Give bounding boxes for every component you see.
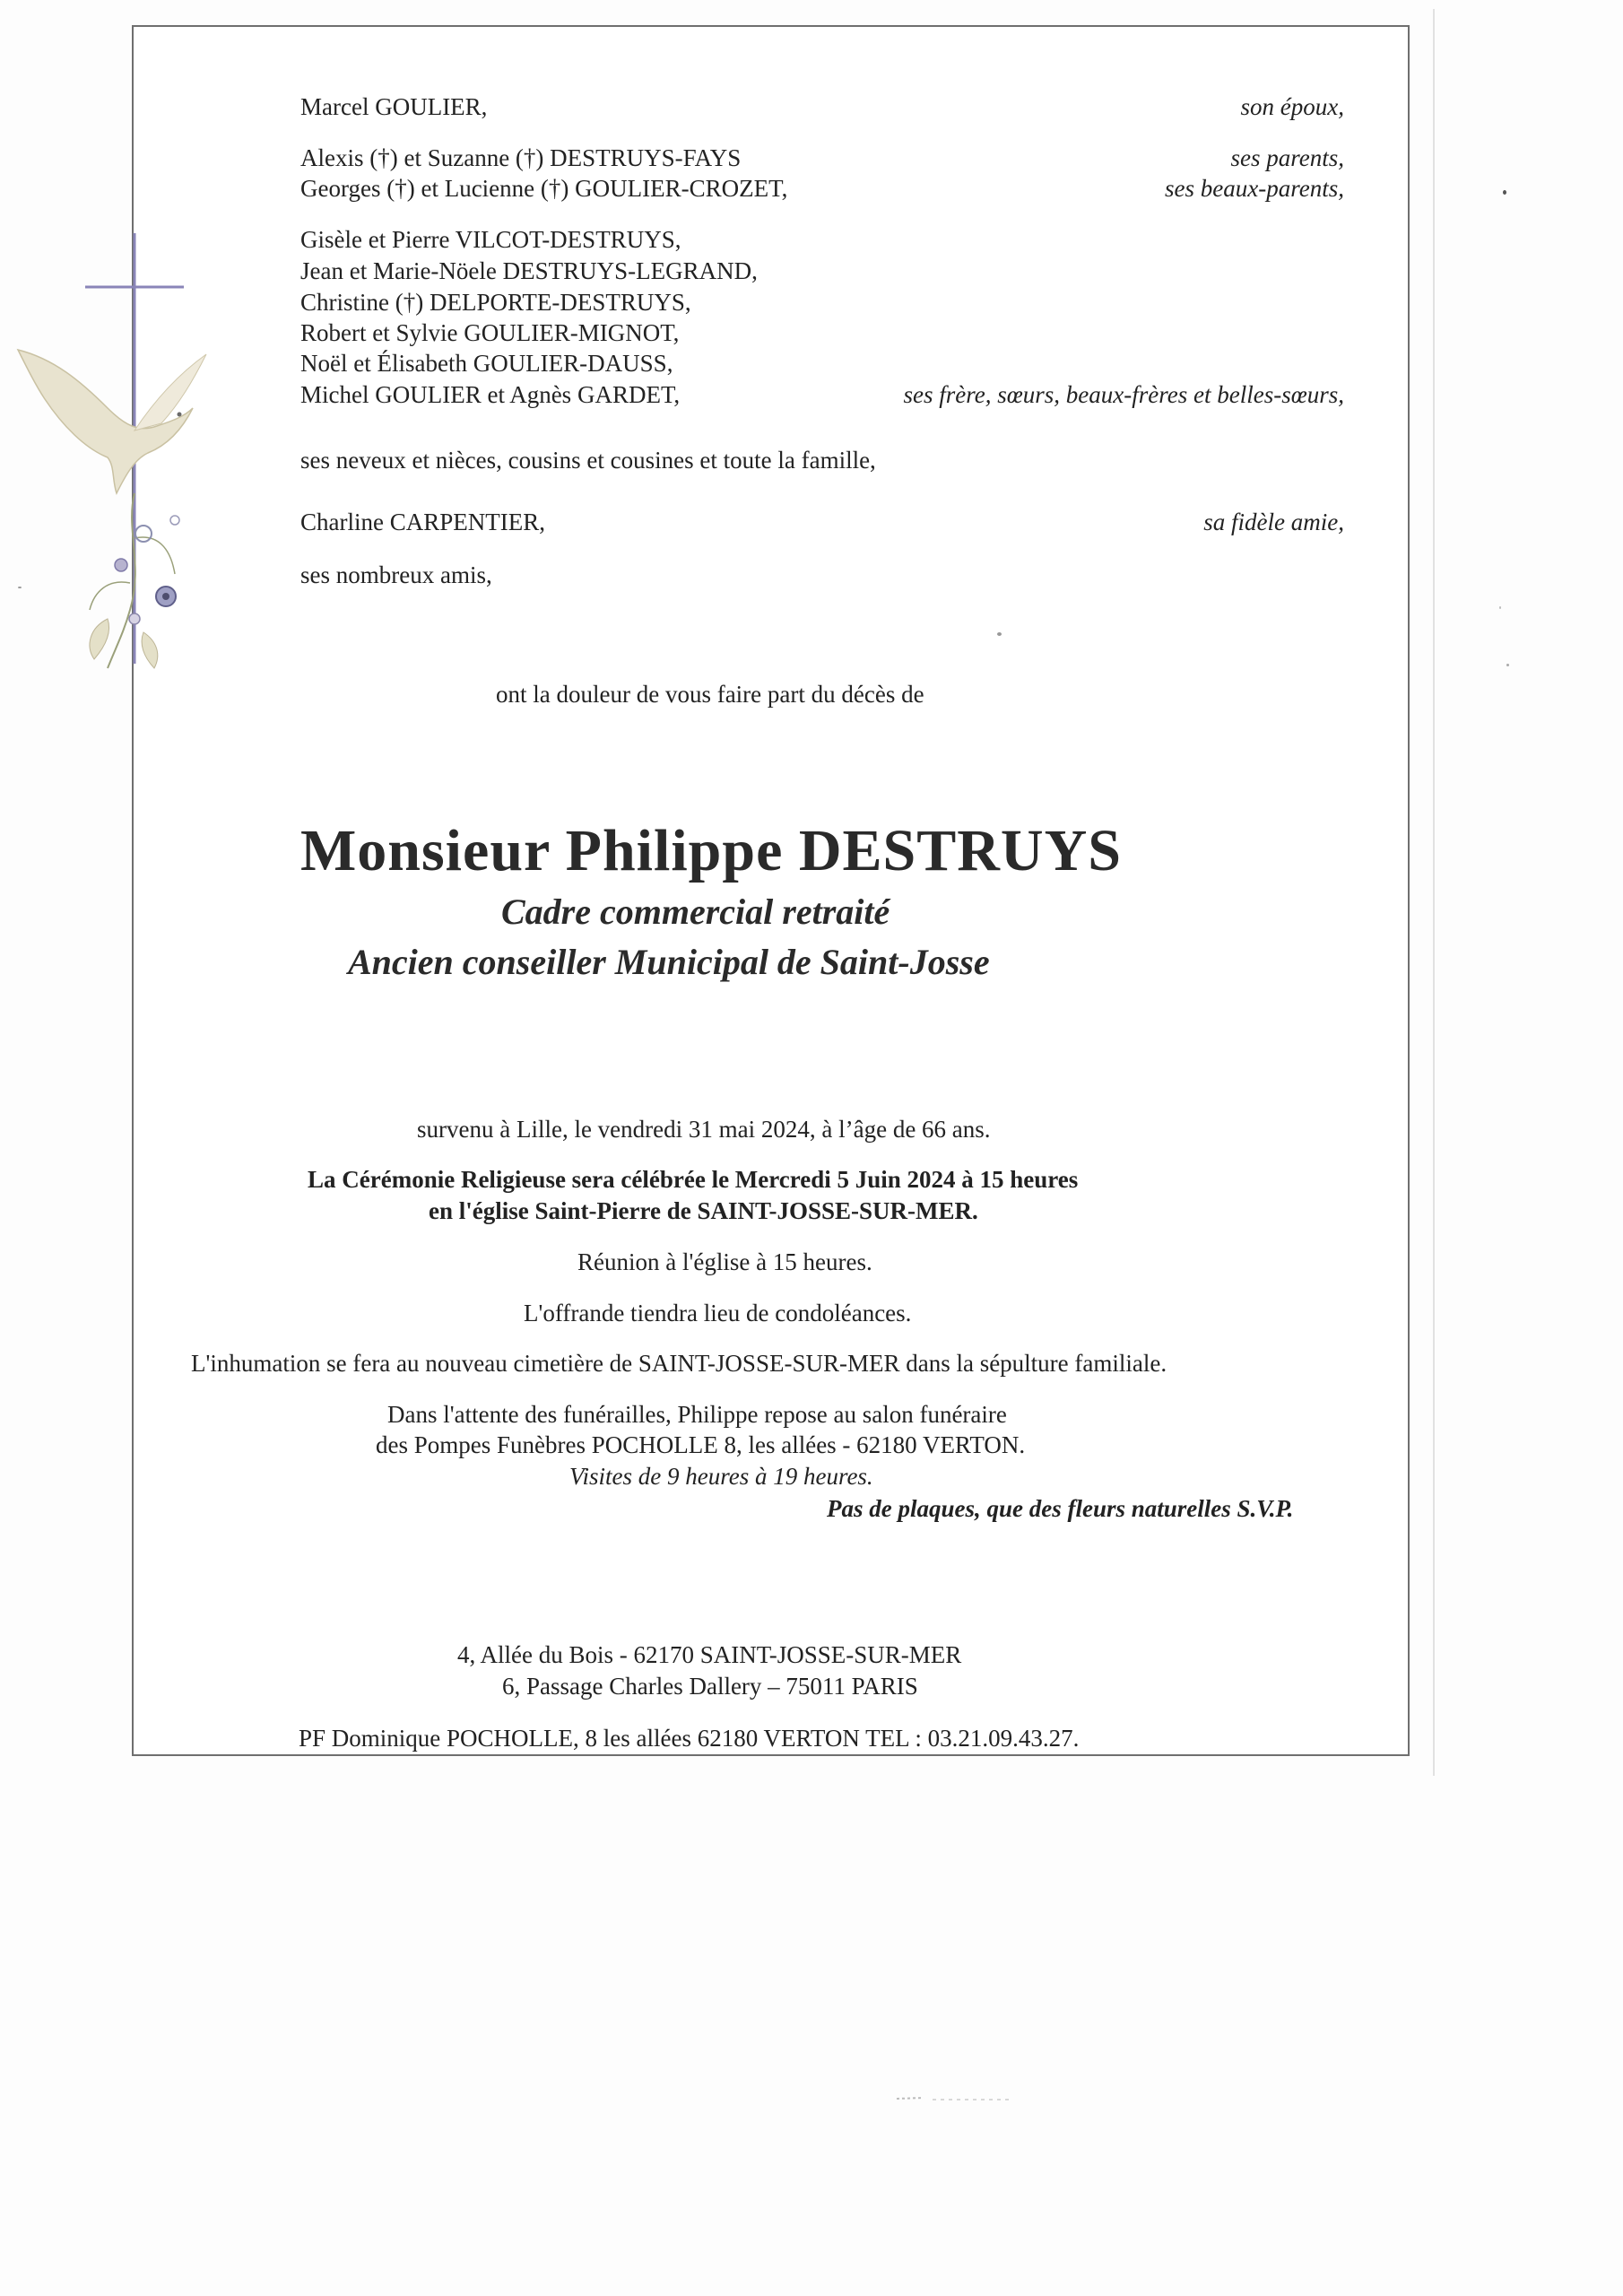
offering-info: L'offrande tiendra lieu de condoléances.: [524, 1300, 912, 1326]
rest-info-2: des Pompes Funèbres POCHOLLE 8, les allées - 62180 VERTON.: [376, 1431, 1026, 1458]
scan-speck: [1499, 606, 1501, 609]
sibling-2: Jean et Marie-Nöele DESTRUYS-LEGRAND,: [300, 257, 758, 284]
sibling-3: Christine (†) DELPORTE-DESTRUYS,: [300, 289, 691, 316]
spouse-relation: son époux,: [1240, 93, 1344, 120]
announcement: ont la douleur de vous faire part du décès de: [496, 681, 924, 708]
deceased-title-1: Cadre commercial retraité: [501, 891, 890, 932]
scan-speck: [1503, 190, 1506, 195]
sibling-1: Gisèle et Pierre VILCOT-DESTRUYS,: [300, 226, 681, 253]
scan-speck: [18, 587, 22, 588]
funeral-home-contact: PF Dominique POCHOLLE, 8 les allées 62180 VERTON TEL : 03.21.09.43.27.: [299, 1725, 1080, 1752]
address-2: 6, Passage Charles Dallery – 75011 PARIS: [502, 1673, 918, 1700]
in-laws-relation: ses beaux-parents,: [1165, 175, 1344, 202]
address-1: 4, Allée du Bois - 62170 SAINT-JOSSE-SUR-MER: [457, 1641, 962, 1668]
spouse-name: Marcel GOULIER,: [300, 93, 488, 120]
burial-info: L'inhumation se fera au nouveau cimetière de SAINT-JOSSE-SUR-MER dans la sépulture familiale.: [191, 1350, 1167, 1377]
siblings-relation: ses frère, sœurs, beaux-frères et belles-sœurs,: [903, 381, 1344, 408]
visiting-hours: Visites de 9 heures à 19 heures.: [569, 1463, 873, 1490]
sibling-6: Michel GOULIER et Agnès GARDET,: [300, 381, 681, 408]
cross-dove-flowers-icon: [0, 224, 233, 691]
flowers-note: Pas de plaques, que des fleurs naturelles S.V.P.: [827, 1495, 1294, 1522]
ceremony-line-2: en l'église Saint-Pierre de SAINT-JOSSE-SUR-MER.: [429, 1197, 978, 1224]
parents-relation: ses parents,: [1230, 144, 1344, 171]
death-details: survenu à Lille, le vendredi 31 mai 2024, à l’âge de 66 ans.: [417, 1116, 991, 1143]
ceremony-line-1: La Cérémonie Religieuse sera célébrée le Mercredi 5 Juin 2024 à 15 heures: [308, 1166, 1079, 1193]
friends: ses nombreux amis,: [300, 561, 492, 588]
friend-name: Charline CARPENTIER,: [300, 509, 545, 535]
scan-mark: [897, 2094, 1022, 2103]
friend-relation: sa fidèle amie,: [1203, 509, 1344, 535]
sibling-5: Noël et Élisabeth GOULIER-DAUSS,: [300, 350, 673, 377]
in-laws-name: Georges (†) et Lucienne (†) GOULIER-CROZET,: [300, 175, 788, 202]
scan-speck: [1506, 664, 1509, 666]
deceased-name: Monsieur Philippe DESTRUYS: [300, 818, 1122, 883]
extended-family: ses neveux et nièces, cousins et cousines et toute la famille,: [300, 447, 876, 474]
scan-speck: [997, 632, 1002, 636]
rest-info-1: Dans l'attente des funérailles, Philippe repose au salon funéraire: [387, 1401, 1007, 1428]
meeting-info: Réunion à l'église à 15 heures.: [577, 1248, 872, 1275]
deceased-title-2: Ancien conseiller Municipal de Saint-Josse: [348, 942, 990, 982]
parents-name: Alexis (†) et Suzanne (†) DESTRUYS-FAYS: [300, 144, 742, 171]
scan-edge-rule: [1433, 9, 1435, 1776]
sibling-4: Robert et Sylvie GOULIER-MIGNOT,: [300, 319, 680, 346]
